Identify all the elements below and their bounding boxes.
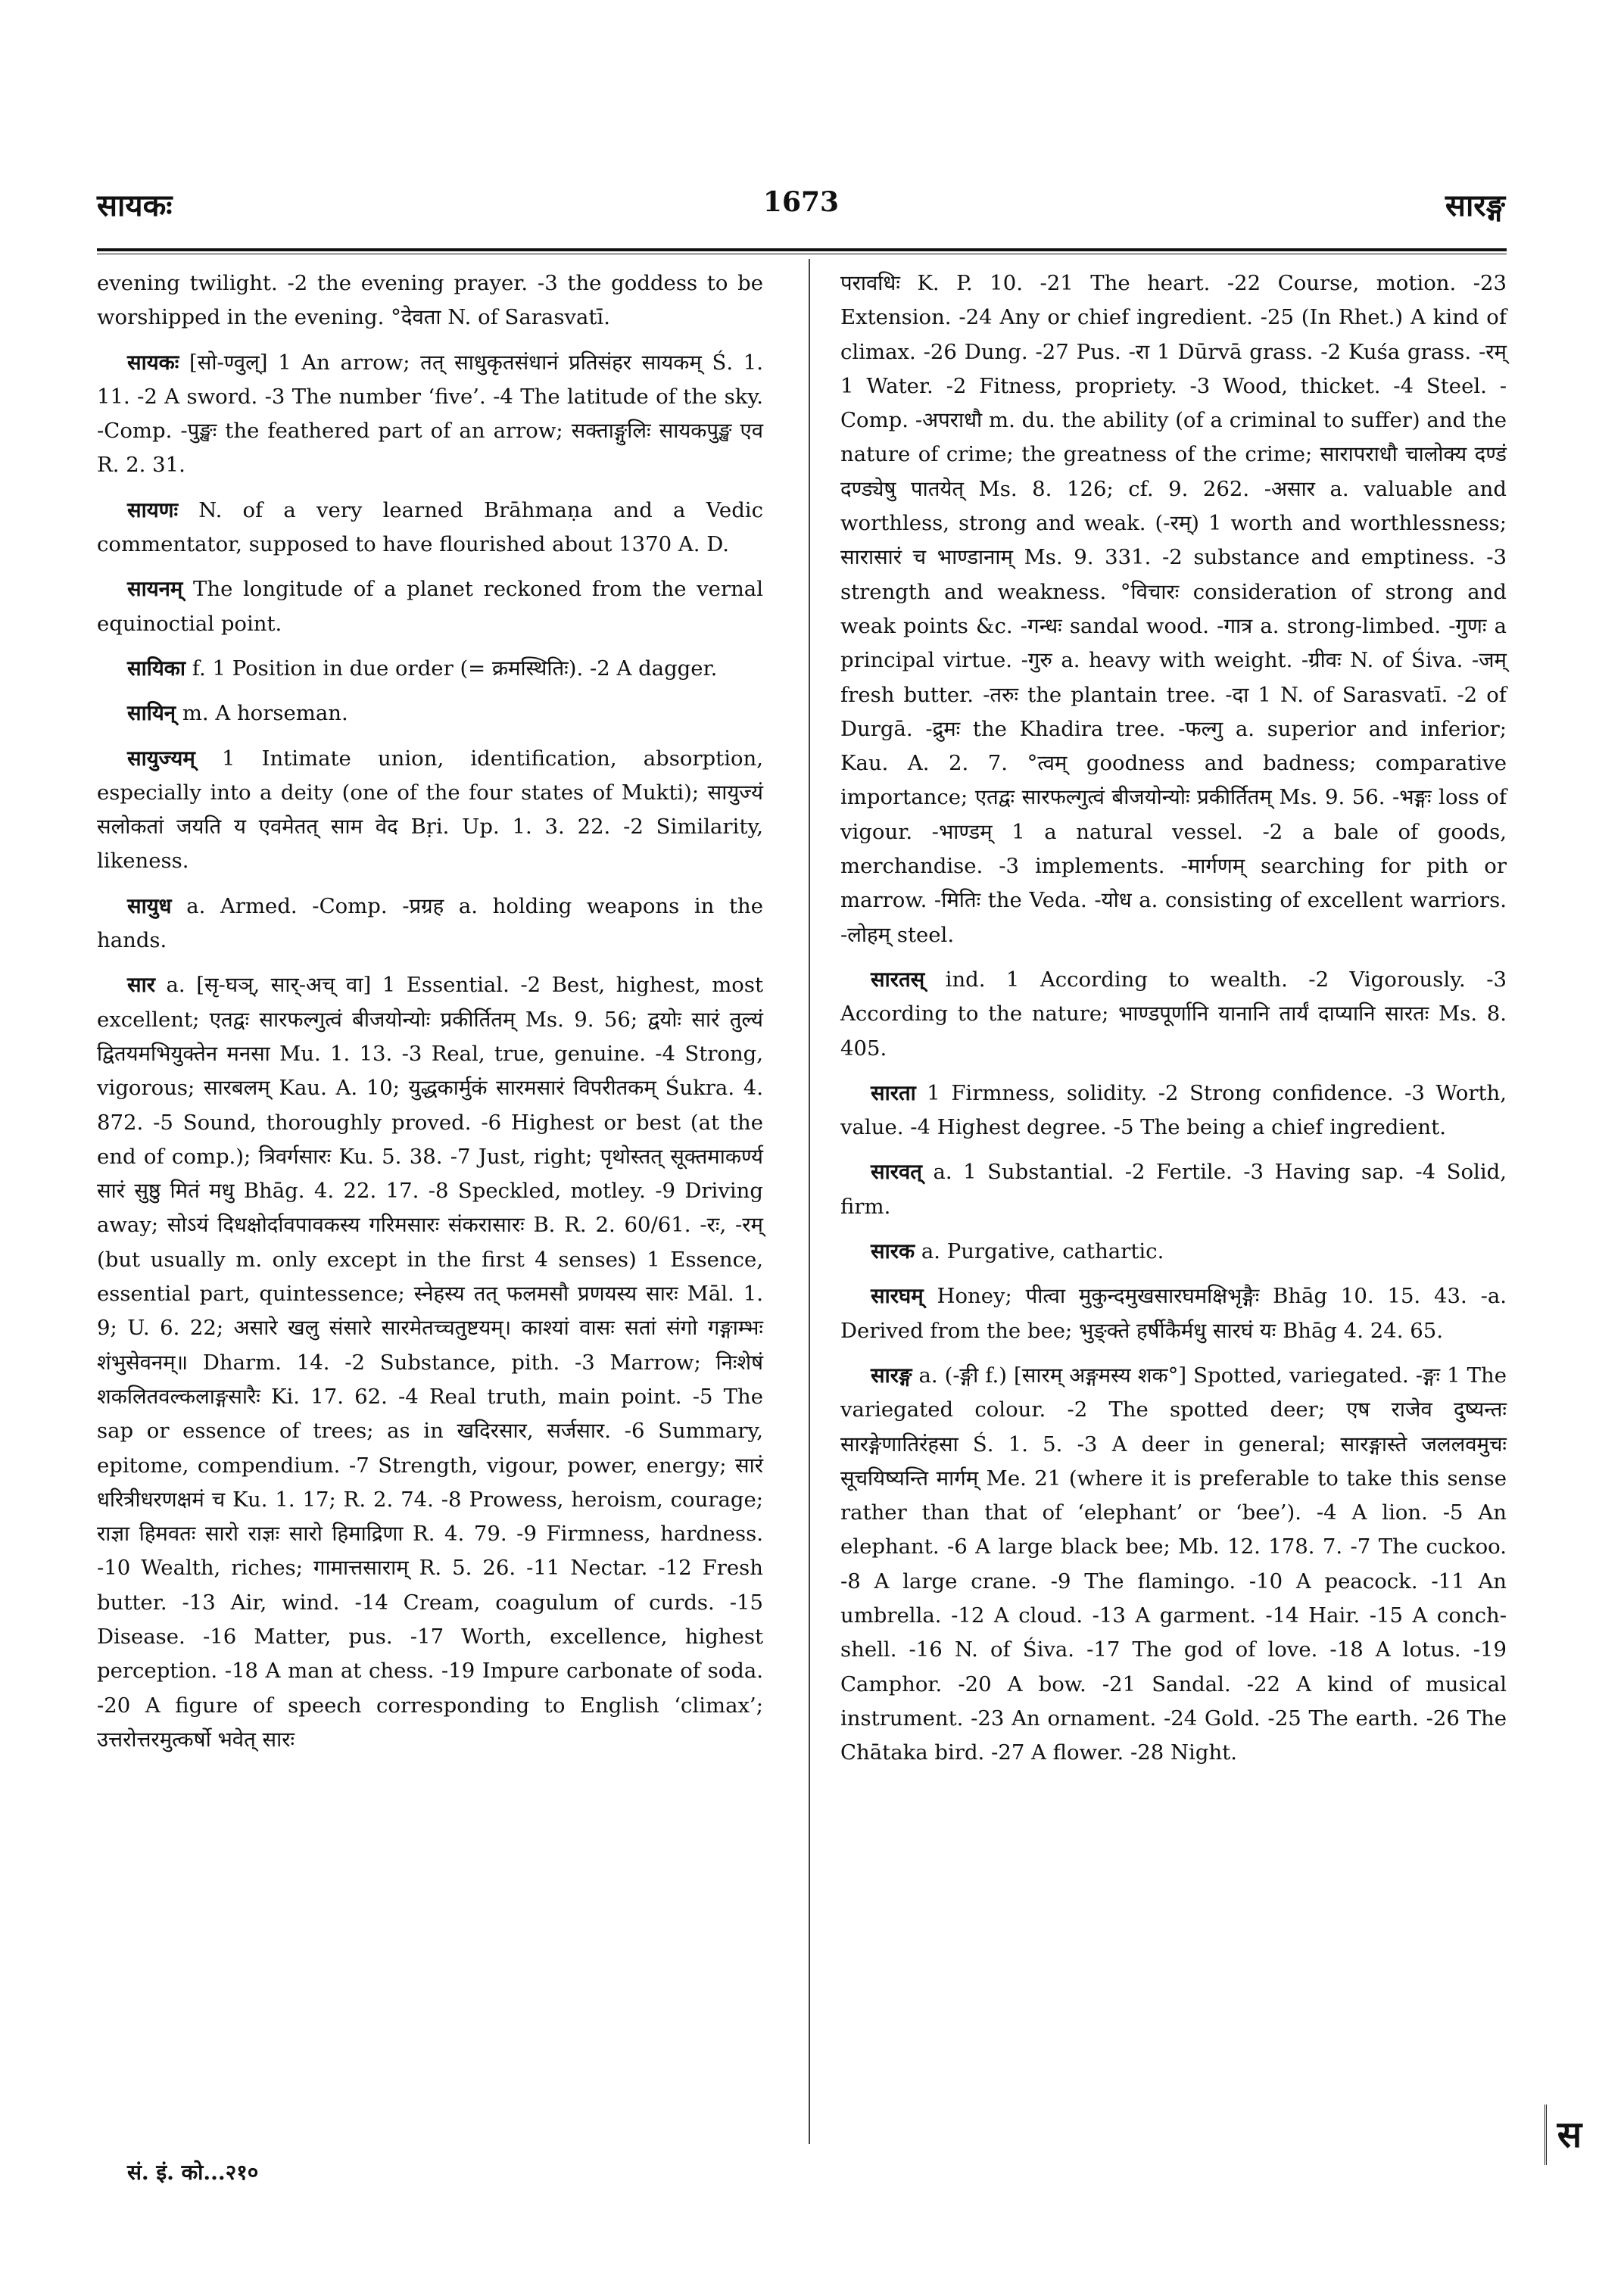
entry-definition: a. [सृ-घञ्, सार्-अच् वा] 1 Essential. -2 Best, highest, most excellent; एतद्वः सारफल्गुत्वं बीजयोन्योः प्रकीर्तितम् Ms. 9. 56; द्वयोः सारं तुल्यं द्वितयमभियुक्तेन मनसा Mu. 1. 13. -3 Real, true, genuine. -4 Strong, vigorous; सारबलम् Kau. A. 10; युद्धकार्मुकं सारमसारं विपरीतकम् Śukra. 4. 872. -5 Sound, thoroughly proved. -6 Highest or best (at the end of comp.); त्रिवर्गसारः Ku. 5. 38. -7 Just, right; पृथोस्तत् सूक्तमाकर्ण्य सारं सुष्ठु मितं मधु Bhāg. 4. 22. 17. -8 Speckled, motley. -9 Driving away; सोऽयं दिधक्षोर्दावपावकस्य गरिमसारः संकरासारः B. R. 2. 60/61. -रः, -रम् (but usually m. only except in the first 4 senses) 1 Essence, essential part, quintessence; स्नेहस्य तत् फलमसौ प्रणयस्य सारः Māl. 1. 9; U. 6. 22; असारे खलु संसारे सारमेतच्चतुष्टयम्। काश्यां वासः सतां संगो गङ्गाम्भः शंभुसेवनम्॥ Dharm. 14. -2 Substance, pith. -3 Marrow; निःशेषं शकलितवल्कलाङ्गसारैः Ki. 17. 62. -4 Real truth, main point. -5 The sap or essence of trees; as in खदिरसार, सर्जसार. -6 Summary, epitome, compendium. -7 Strength, vigour, power, energy; सारं धरित्रीधरणक्षमं च Ku. 1. 17; R. 2. 74. -8 Prowess, heroism, courage; राज्ञा हिमवतः सारो राज्ञः सारो हिमाद्रिणा R. 4. 79. -9 Firmness, hardness. -10 Wealth, riches; गामात्तसाराम् R. 5. 26. -11 Nectar. -12 Fresh butter. -13 Air, wind. -14 Cream, coagulum of curds. -15 Disease. -16 Matter, pus. -17 Worth, excellence, highest perception. -18 A man at chess. -19 Impure carbonate of soda. -20 A figure of speech corresponding to English ‘climax’; उत्तरोत्तरमुत्कर्षो भवेत् सारः <box>97 973 764 1752</box>
left-running-head: सायकः <box>97 188 173 223</box>
entry-headword: सायुज्यम् <box>127 746 195 771</box>
entry-definition: परावधिः K. P. 10. -21 The heart. -22 Course, motion. -23 Extension. -24 Any or chief ingredient. -25 (In Rhet.) A kind of climax. -26 Dung. -27 Pus. -रा 1 Dūrvā grass. -2 Kuśa grass. -रम् 1 Water. -2 Fitness, propriety. -3 Wood, thicket. -4 Steel. -Comp. -अपराधौ m. du. the ability (of a criminal to suffer) and the nature of crime; the greatness of the crime; सारापराधौ चालोक्य दण्डं दण्ड्येषु पातयेत् Ms. 8. 126; cf. 9. 262. -असार a. valuable and worthless, strong and weak. (-रम्) 1 worth and worthlessness; सारासारं च भाण्डानाम् Ms. 9. 331. -2 substance and emptiness. -3 strength and weakness. °विचारः consideration of strong and weak points &c. -गन्धः sandal wood. -गात्र a. strong-limbed. -गुणः a principal virtue. -गुरु a. heavy with weight. -ग्रीवः N. of Śiva. -जम् fresh butter. -तरुः the plantain tree. -दा 1 N. of Sarasvatī. -2 of Durgā. -द्रुमः the Khadira tree. -फल्गु a. superior and inferior; Kau. A. 2. 7. °त्वम् goodness and badness; comparative importance; एतद्वः सारफल्गुत्वं बीजयोन्योः प्रकीर्तितम् Ms. 9. 56. -भङ्गः loss of vigour. -भाण्डम् 1 a natural vessel. -2 a bale of goods, merchandise. -3 implements. -मार्गणम् searching for pith or marrow. -मितिः the Veda. -योध a. consisting of excellent warriors. -लोहम् steel. <box>840 271 1507 947</box>
page-number: 1673 <box>762 186 840 218</box>
entry-headword: सारक <box>871 1239 915 1264</box>
entry-definition: Honey; पीत्वा मुकुन्दमुखसारघमक्षिभृङ्गैः Bhāg 10. 15. 43. -a. Derived from the bee; भुङ्क्ते हर्षीकैर्मधु सारघं यः Bhāg 4. 24. 65. <box>840 1284 1507 1343</box>
entry-definition: a. Purgative, cathartic. <box>921 1239 1164 1264</box>
entry-headword: सारतस् <box>871 967 925 992</box>
entry-definition: [सो-ण्वुल्] 1 An arrow; तत् साधुकृतसंधानं प्रतिसंहर सायकम् Ś. 1. 11. -2 A sword. -3 The number ‘five’. -4 The latitude of the sky. -Comp. -पुङ्खः the feathered part of an arrow; सक्ताङ्गुलिः सायकपुङ्ख एव R. 2. 31. <box>97 350 763 478</box>
dictionary-entry <box>97 742 763 879</box>
dictionary-entry <box>840 1155 1507 1224</box>
thumb-index-glyph: स <box>1545 2105 1592 2165</box>
entry-definition: 1 Firmness, solidity. -2 Strong confidence. -3 Worth, value. -4 Highest degree. -5 The being a chief ingredient. <box>840 1080 1507 1140</box>
entry-definition: f. 1 Position in due order (= क्रमस्थितिः). -2 A dagger. <box>192 656 718 681</box>
entry-definition: evening twilight. -2 the evening prayer. -3 the goddess to be worshipped in the evening. °देवता N. of Sarasvatī. <box>97 271 763 330</box>
dictionary-entry <box>840 1359 1507 1771</box>
page-header <box>97 176 1505 236</box>
entry-definition: ind. 1 According to wealth. -2 Vigorously. -3 According to the nature; भाण्डपूर्णानि यानानि तार्यं दाप्यानि सारतः Ms. 8. 405. <box>840 967 1507 1061</box>
entry-definition: 1 Intimate union, identification, absorption, especially into a deity (one of the four states of Mukti); सायुज्यं सलोकतां जयति य एवमेतत् साम वेद Bṛi. Up. 1. 3. 22. -2 Similarity, likeness. <box>97 746 763 874</box>
dictionary-entry <box>840 266 1507 952</box>
dictionary-entry <box>840 1235 1507 1269</box>
dictionary-entry <box>97 494 763 562</box>
right-running-head: सारङ्ग <box>1445 188 1505 223</box>
header-rule <box>97 248 1507 254</box>
left-column <box>97 266 763 1768</box>
dictionary-entry <box>840 1279 1507 1348</box>
entry-headword: सायणः <box>127 497 179 522</box>
entry-headword: सारघम् <box>871 1284 924 1309</box>
entry-headword: सायकः <box>127 350 179 375</box>
dictionary-entry <box>840 963 1507 1066</box>
signature-mark: सं. इं. को...२१० <box>127 2160 259 2185</box>
dictionary-entry <box>97 346 763 483</box>
dictionary-entry <box>97 572 763 641</box>
dictionary-entry <box>97 696 763 731</box>
entry-definition: N. of a very learned Brāhmaṇa and a Vedic commentator, supposed to have flourished about 1370 A. D. <box>97 497 763 557</box>
entry-definition: The longitude of a planet reckoned from the vernal equinoctial point. <box>97 577 763 636</box>
entry-headword: सारता <box>871 1080 916 1105</box>
entry-headword: सायुध <box>127 893 172 918</box>
right-column <box>840 266 1507 1781</box>
entry-definition: a. Armed. -Comp. -प्रग्रह a. holding weapons in the hands. <box>97 893 763 953</box>
dictionary-entry <box>97 889 763 958</box>
dictionary-entry <box>97 968 763 1757</box>
column-divider <box>809 259 810 2144</box>
entry-definition: a. 1 Substantial. -2 Fertile. -3 Having sap. -4 Solid, firm. <box>840 1160 1507 1219</box>
dictionary-entry <box>840 1076 1507 1145</box>
dictionary-entry <box>97 266 763 335</box>
dictionary-entry <box>97 652 763 686</box>
entry-headword: सार <box>127 973 155 998</box>
entry-definition: m. A horseman. <box>182 701 348 726</box>
entry-headword: सारवत् <box>871 1160 922 1185</box>
entry-headword: सायिका <box>127 656 186 681</box>
entry-headword: सारङ्ग <box>871 1363 912 1388</box>
entry-definition: a. (-ङ्गी f.) [सारम् अङ्गमस्य शक°] Spotted, variegated. -ङ्गः 1 The variegated colour. -2 The spotted deer; एष राजेव दुष्यन्तः सारङ्गेणातिरंहसा Ś. 1. 5. -3 A deer in general; सारङ्गास्ते जललवमुचः सूचयिष्यन्ति मार्गम् Me. 21 (where it is preferable to take this sense rather than that of ‘elephant’ or ‘bee’). -4 A lion. -5 An elephant. -6 A large black bee; Mb. 12. 178. 7. -7 The cuckoo. -8 A large crane. -9 The flamingo. -10 A peacock. -11 An umbrella. -12 A cloud. -13 A garment. -14 Hair. -15 A conch-shell. -16 N. of Śiva. -17 The god of love. -18 A lotus. -19 Camphor. -20 A bow. -21 Sandal. -22 A kind of musical instrument. -23 An ornament. -24 Gold. -25 The earth. -26 The Chātaka bird. -27 A flower. -28 Night. <box>840 1363 1507 1765</box>
entry-headword: सायिन् <box>127 701 176 726</box>
entry-headword: सायनम् <box>127 577 183 602</box>
